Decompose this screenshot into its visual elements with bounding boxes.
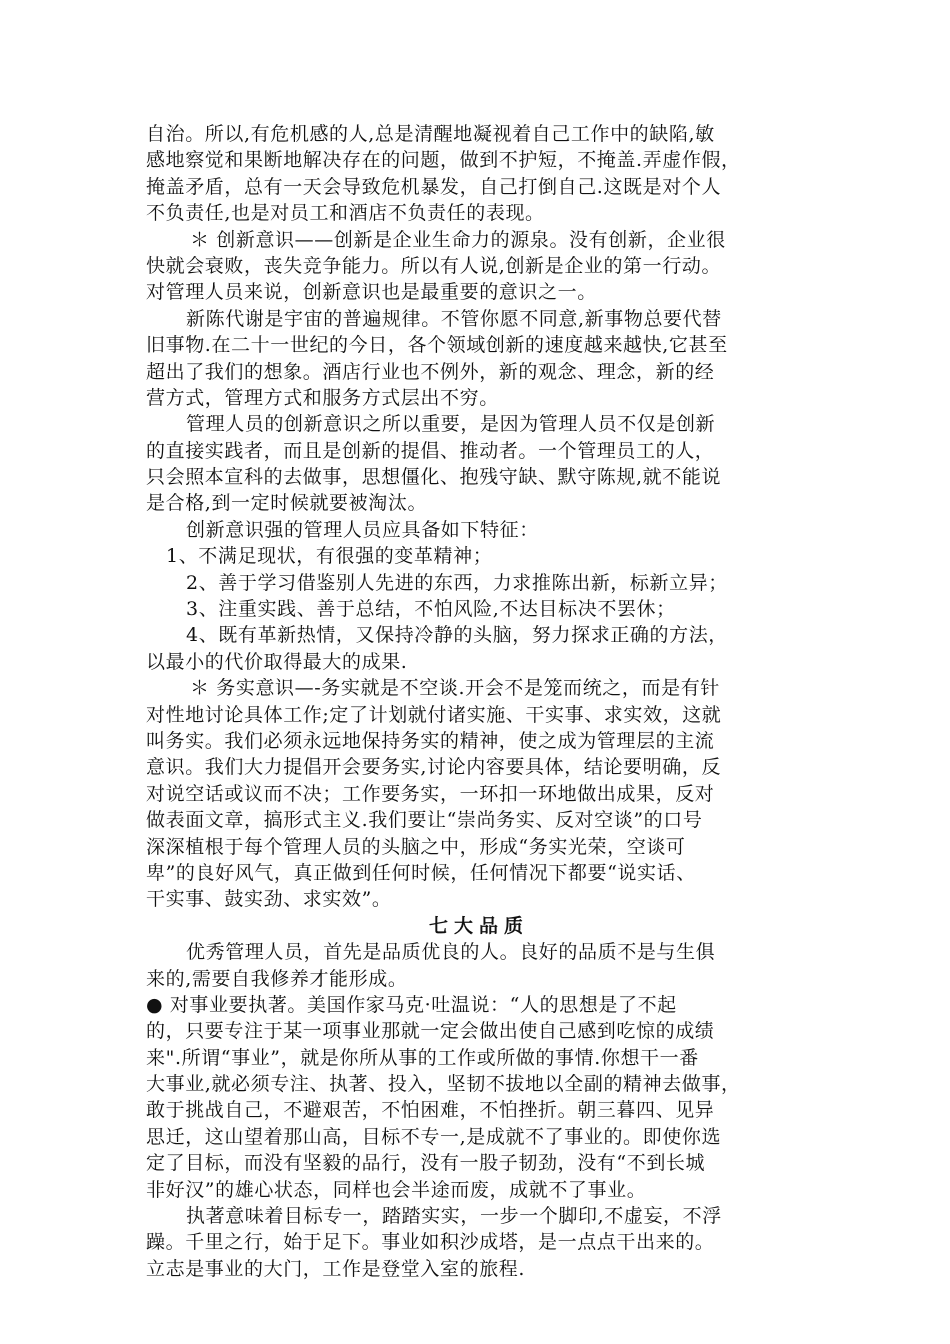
list-item: 1、不满足现状，有很强的变革精神； (166, 545, 493, 568)
bullet-line: ● 对事业要执著。美国作家马克·吐温说：“人的思想是了不起 (146, 993, 677, 1016)
list-item: 3、注重实践、善于总结，不怕风险,不达目标决不罢休； (186, 598, 676, 621)
text-line: ＊ 创新意识——创新是企业生命力的源泉。没有创新，企业很 (190, 228, 726, 251)
text-line: 深深植根于每个管理人员的头脑之中，形成“务实光荣，空谈可 (146, 835, 686, 858)
text-line: 对说空话或议而不决；工作要务实，一环扣一环地做出成果，反对 (146, 782, 715, 805)
section-title: 七大品质 (428, 914, 529, 937)
list-item: 2、善于学习借鉴别人先进的东西，力求推陈出新，标新立异； (186, 571, 728, 594)
text-line: 定了目标，而没有坚毅的品行，没有一股子韧劲，没有“不到长城 (146, 1152, 706, 1175)
text-line: 只会照本宣科的去做事，思想僵化、抱残守缺、默守陈规,就不能说 (146, 466, 722, 489)
text-line: 对管理人员来说，创新意识也是最重要的意识之一。 (146, 281, 597, 304)
text-line: 掩盖矛盾，总有一天会导致危机暴发，自己打倒自己.这既是对个人 (146, 175, 722, 198)
text-line: 自治。所以,有危机感的人,总是清醒地凝视着自己工作中的缺陷,敏 (146, 123, 715, 145)
text-line: 对性地讨论具体工作;定了计划就付诸实施、干实事、求实效，这就 (146, 703, 722, 726)
text-line: 卑”的良好风气，真正做到任何时候，任何情况下都要“说实话、 (146, 861, 696, 884)
text-line: 干实事、鼓实劲、求实效”。 (146, 888, 392, 911)
text-line: 新陈代谢是宇宙的普遍规律。不管你愿不同意,新事物总要代替 (186, 307, 722, 330)
text-line: 躁。千里之行，始于足下。事业如积沙成塔，是一点点干出来的。 (146, 1231, 715, 1254)
text-line: 感地察觉和果断地解决存在的问题，做到不护短，不掩盖.弄虚作假， (146, 149, 741, 172)
text-line: 的直接实践者，而且是创新的提倡、推动者。一个管理员工的人， (146, 439, 715, 462)
text-line: 营方式，管理方式和服务方式层出不穷。 (146, 386, 499, 409)
text-line: 思迁，这山望着那山高，目标不专一,是成就不了事业的。即使你选 (146, 1125, 722, 1148)
text-line: 管理人员的创新意识之所以重要，是因为管理人员不仅是创新 (186, 413, 716, 436)
text-line: 叫务实。我们必须永远地保持务实的精神，使之成为管理层的主流 (146, 729, 715, 752)
document-page (146, 121, 812, 1282)
text-line: 是合格,到一定时候就要被淘汰。 (146, 492, 428, 515)
text-line: 快就会衰败，丧失竞争能力。所以有人说,创新是企业的第一行动。 (146, 254, 722, 277)
text-line: 来".所谓“事业”，就是你所从事的工作或所做的事情.你想干一番 (146, 1046, 699, 1069)
text-line: 执著意味着目标专一，踏踏实实，一步一个脚印,不虚妄，不浮 (186, 1205, 722, 1228)
text-line: 以最小的代价取得最大的成果. (146, 650, 408, 673)
text-line: 敢于挑战自己，不避艰苦，不怕困难，不怕挫折。朝三暮四、见异 (146, 1099, 715, 1122)
text-line: 优秀管理人员，首先是品质优良的人。良好的品质不是与生俱 (186, 941, 716, 964)
text-line: 大事业,就必须专注、执著、投入，坚韧不拔地以全副的精神去做事， (146, 1073, 741, 1096)
text-line: 创新意识强的管理人员应具备如下特征： (186, 518, 539, 541)
text-line: 的，只要专注于某一项事业那就一定会做出使自己感到吃惊的成绩 (146, 1020, 715, 1043)
text-line: 意识。我们大力提倡开会要务实,讨论内容要具体，结论要明确，反 (146, 756, 722, 779)
text-line: ＊ 务实意识—-务实就是不空谈.开会不是笼而统之，而是有针 (190, 677, 720, 700)
text-line: 不负责任,也是对员工和酒店不负责任的表现。 (146, 202, 545, 225)
text-line: 做表面文章，搞形式主义.我们要让“崇尚务实、反对空谈”的口号 (146, 809, 703, 832)
text-line: 超出了我们的想象。酒店行业也不例外，新的观念、理念，新的经 (146, 360, 715, 383)
text-line: 旧事物.在二十一世纪的今日，各个领域创新的速度越来越快,它甚至 (146, 334, 728, 357)
list-item: 4、既有革新热情，又保持冷静的头脑，努力探求正确的方法， (186, 624, 728, 647)
text-line: 立志是事业的大门，工作是登堂入室的旅程. (146, 1257, 526, 1280)
text-line: 来的,需要自我修养才能形成。 (146, 967, 408, 990)
text-line: 非好汉”的雄心状态，同样也会半途而废，成就不了事业。 (146, 1178, 647, 1201)
